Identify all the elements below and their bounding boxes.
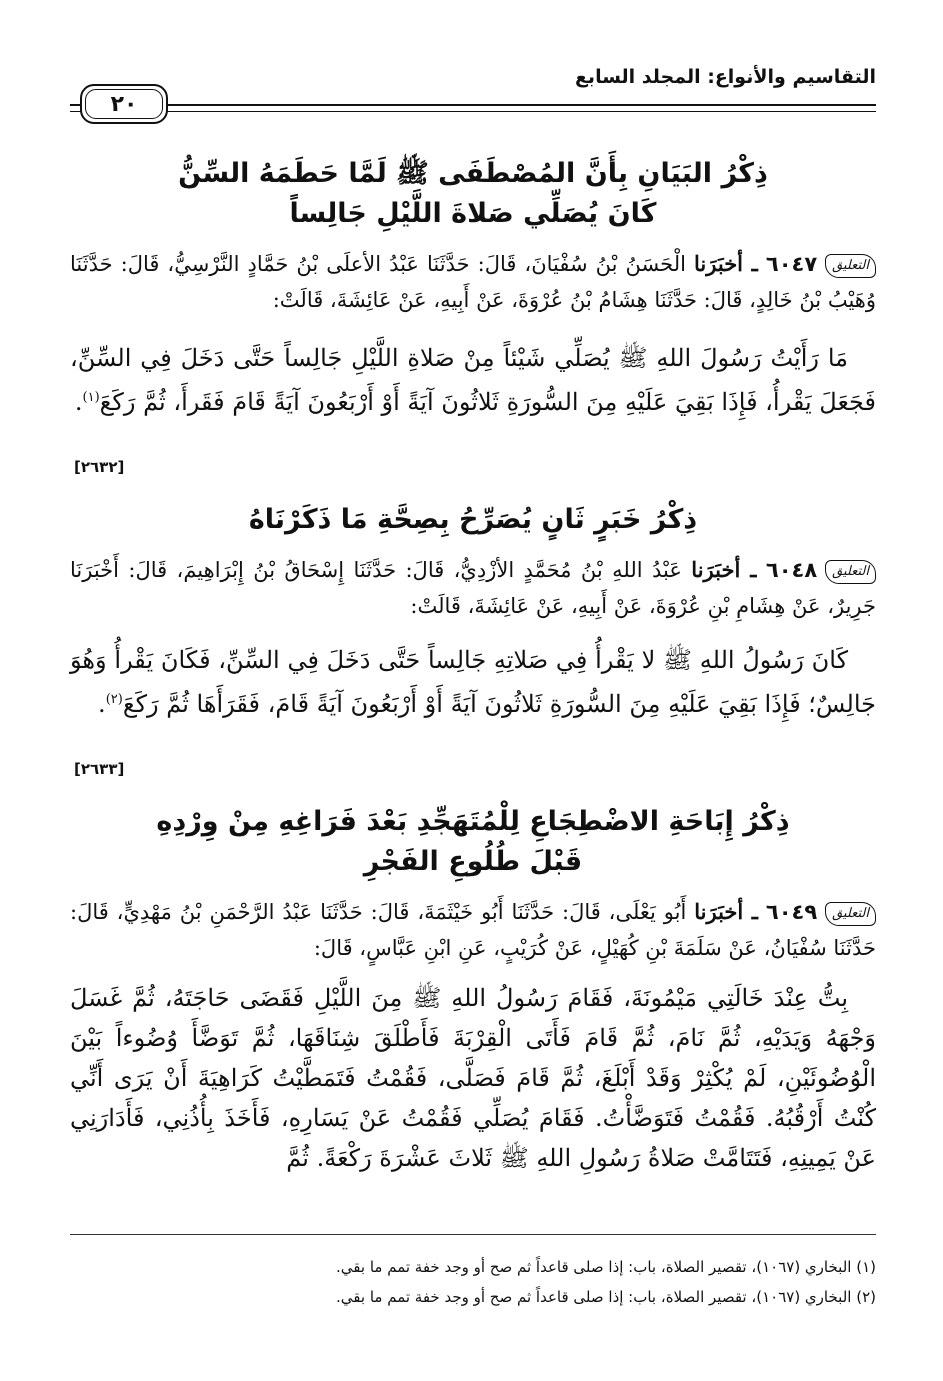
akhbarana-label: ـ أخبَرَنا [694, 251, 758, 276]
footnote-text: البخاري (١٠٦٧)، تقصير الصلاة، باب: إذا صلى قاعداً ثم صح أو وجد خفة تمم ما بقي. [336, 1258, 852, 1276]
page-number: ٢٠ [80, 84, 168, 124]
hadith-reference: [٢٦٣٢] [74, 458, 125, 476]
heading-line: ذِكْرُ خَبَرٍ ثَانٍ يُصَرِّحُ بِصِحَّةِ مَا ذَكَرْنَاهُ [248, 504, 698, 535]
heading-line: ذِكْرُ إِبَاحَةِ الاضْطِجَاعِ لِلْمُتَهَجِّدِ بَعْدَ فَرَاغِهِ مِنْ وِرْدِهِ [156, 806, 790, 837]
matn-text: مَا رَأَيْتُ رَسُولَ اللهِ ﷺ يُصَلِّي شَيْئاً مِنْ صَلاةِ اللَّيْلِ جَالِساً حَتَّى دَخَلَ فِي السِّنِّ، فَجَعَلَ يَقْرأُ، فَإِذَا بَقِيَ عَلَيْهِ مِنَ السُّورَةِ ثَلاثُونَ آيَةً أَوْ أَرْبَعُونَ آيَةً قَامَ فَقَرأَ، ثُمَّ رَكَعَ [70, 344, 876, 416]
footnote-number: (١) [856, 1258, 876, 1276]
hadith-matn: مَا رَأَيْتُ رَسُولَ اللهِ ﷺ يُصَلِّي شَيْئاً مِنْ صَلاةِ اللَّيْلِ جَالِساً حَتَّى دَخَلَ فِي السِّنِّ، فَجَعَلَ يَقْرأُ، فَإِذَا بَقِيَ عَلَيْهِ مِنَ السُّورَةِ ثَلاثُونَ آيَةً أَوْ أَرْبَعُونَ آيَةً قَامَ فَقَرأَ، ثُمَّ رَكَعَ$^{(١)}$. [70, 344, 876, 416]
footnote [70, 1254, 876, 1280]
hadith-reference: [٢٦٣٣] [74, 760, 125, 778]
header-rule [70, 104, 876, 106]
matn-text: كَانَ رَسُولُ اللهِ ﷺ لا يَقْرأُ فِي صَلاتِهِ جَالِساً حَتَّى دَخَلَ فِي السِّنِّ، فَكَانَ يَقْرأُ وَهُوَ جَالِسٌ؛ فَإِذَا بَقِيَ عَلَيْهِ مِنَ السُّورَةِ ثَلاثُونَ آيَةً أَوْ أَرْبَعُونَ آيَةً قَامَ، فَقَرَأَهَا ثُمَّ رَكَعَ [70, 646, 876, 718]
isnad-text: أَبُو يَعْلَى، قَالَ: حَدَّثَنَا أَبُو خَيْثَمَةَ، قَالَ: حَدَّثَنَا عَبْدُ الرَّحْمَنِ بْنُ مَهْدِيٍّ، قَالَ: حَدَّثَنَا سُفْيَانُ، عَنْ سَلَمَةَ بْنِ كُهَيْلٍ، عَنْ كُرَيْبٍ، عَنِ ابْنِ عَبَّاسٍ، قَالَ: [70, 900, 876, 960]
footnote-rule [70, 1234, 876, 1235]
section-heading [70, 802, 876, 882]
section-heading [70, 500, 876, 540]
hadith-number: ٦٠٤٨ [765, 558, 818, 582]
heading-line: قَبْلَ طُلُوعِ الفَجْرِ [363, 846, 583, 877]
heading-line: ذِكْرُ البَيَانِ بِأَنَّ المُصْطَفَى ﷺ لَمَّا حَطَمَهُ السِّنُّ [178, 158, 768, 189]
hadith-isnad [70, 894, 876, 966]
matn-text: بِتُّ عِنْدَ خَالَتِي مَيْمُونَةَ، فَقَامَ رَسُولُ اللهِ ﷺ مِنَ اللَّيْلِ فَقَضَى حَاجَتَهُ، ثُمَّ غَسَلَ وَجْهَهُ وَيَدَيْهِ، ثُمَّ نَامَ، ثُمَّ قَامَ فَأَتَى الْقِرْبَةَ فَأَطْلَقَ شِنَاقَهَا، ثُمَّ تَوَضَّأَ وُضُوءاً بَيْنَ الْوُضُوئَيْنِ، لَمْ يُكْثِرْ وَقَدْ أَبْلَغَ، ثُمَّ قَامَ فَصَلَّى، فَقُمْتُ فَتَمَطَّيْتُ كَرَاهِيَةَ أَنْ يَرَى أَنِّي كُنْتُ أَرْقُبُهُ. فَقُمْتُ فَتَوَضَّأْتُ. فَقَامَ يُصَلِّي فَقُمْتُ عَنْ يَسَارِهِ، فَأَخَذَ بِأُذُنِي، فَأَدَارَنِي عَنْ يَمِينِهِ، فَتَتَامَّتْ صَلاةُ رَسُولِ اللهِ ﷺ ثَلاثَ عَشْرَةَ رَكْعَةً. ثُمَّ [70, 984, 876, 1172]
footnote-text: البخاري (١٠٦٧)، تقصير الصلاة، باب: إذا صلى قاعداً ثم صح أو وجد خفة تمم ما بقي. [336, 1288, 852, 1306]
hadith-isnad [70, 246, 876, 318]
hadith-matn [70, 978, 876, 1178]
running-title: التقاسيم والأنواع: المجلد السابع [574, 66, 876, 88]
section-heading [70, 154, 876, 234]
hadith-isnad [70, 552, 876, 624]
hadith-matn: كَانَ رَسُولُ اللهِ ﷺ لا يَقْرأُ فِي صَلاتِهِ جَالِساً حَتَّى دَخَلَ فِي السِّنِّ، فَكَانَ يَقْرأُ وَهُوَ جَالِسٌ؛ فَإِذَا بَقِيَ عَلَيْهِ مِنَ السُّورَةِ ثَلاثُونَ آيَةً أَوْ أَرْبَعُونَ آيَةً قَامَ، فَقَرَأَهَا ثُمَّ رَكَعَ$^{(٢)}$. [70, 646, 876, 718]
tahqiq-badge: التعليق [825, 254, 876, 278]
header-rule-thin [70, 111, 876, 112]
heading-line: كَانَ يُصَلِّي صَلاةَ اللَّيْلِ جَالِساً [289, 198, 657, 229]
hadith-number: ٦٠٤٧ [765, 252, 818, 276]
akhbarana-label: ـ أخبَرَنا [691, 557, 757, 582]
hadith-number: ٦٠٤٩ [765, 900, 818, 924]
isnad-text: عَبْدُ اللهِ بْنُ مُحَمَّدٍ الأزْدِيُّ، قَالَ: حَدَّثَنَا إِسْحَاقُ بْنُ إِبْرَاهِيمَ، قَالَ: أَخْبَرَنَا جَرِيرٌ، عَنْ هِشَامِ بْنِ عُرْوَةَ، عَنْ أَبِيهِ، عَنْ عَائِشَةَ، قَالَتْ: [70, 558, 876, 618]
footnote-number: (٢) [856, 1288, 876, 1306]
tahqiq-badge: التعليق [825, 560, 876, 584]
footnote [70, 1284, 876, 1310]
footnote-mark: (٢) [105, 692, 123, 707]
akhbarana-label: ـ أخبَرَنا [694, 899, 758, 924]
tahqiq-badge: التعليق [825, 902, 876, 926]
footnote-mark: (١) [82, 390, 100, 405]
isnad-text: الْحَسَنُ بْنُ سُفْيَانَ، قَالَ: حَدَّثَنَا عَبْدُ الأعلَى بْنُ حَمَّادٍ النَّرْسِيُّ، قَالَ: حَدَّثَنَا وُهَيْبُ بْنُ خَالِدٍ، قَالَ: حَدَّثَنَا هِشَامُ بْنُ عُرْوَةَ، عَنْ أَبِيهِ، عَنْ عَائِشَةَ، قَالَتْ: [70, 252, 876, 312]
